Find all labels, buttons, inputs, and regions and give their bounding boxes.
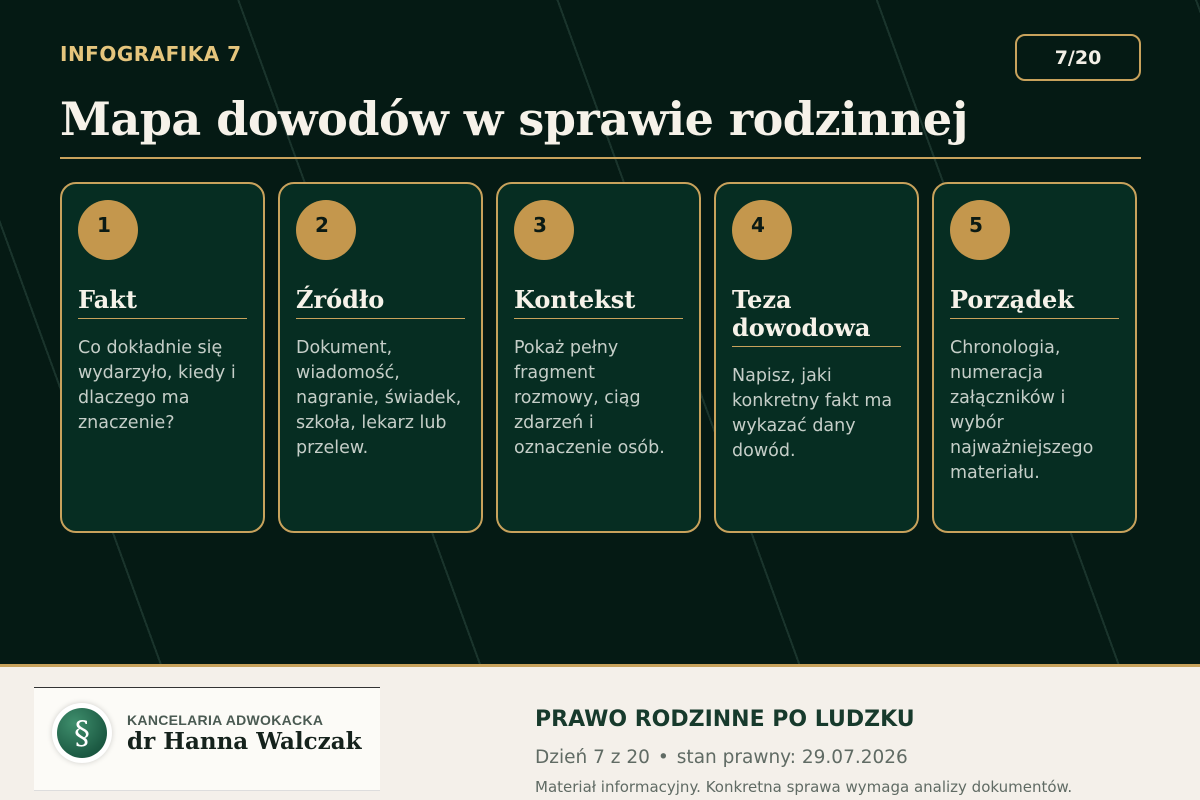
legal-state-date: stan prawny: 29.07.2026 (676, 747, 908, 768)
step-title: Kontekst (514, 286, 683, 319)
step-description: Pokaż pełny fragment rozmowy, ciąg zdarzeń i oznaczenie osób. (514, 338, 665, 458)
step-title: Fakt (78, 286, 247, 319)
page-title: Mapa dowodów w sprawie rodzinnej (60, 92, 968, 146)
page-counter-badge: 7/20 (1015, 34, 1141, 81)
step-card-3 (496, 182, 701, 533)
series-meta (535, 747, 908, 768)
step-card-2 (278, 182, 483, 533)
logo-emblem (52, 703, 112, 763)
title-divider (60, 157, 1141, 159)
step-number-badge: 5 (950, 200, 1010, 260)
day-indicator: Dzień 7 z 20 (535, 747, 650, 768)
step-title: Źródło (296, 286, 465, 319)
step-description: Co dokładnie się wydarzyło, kiedy i dlaczego ma znaczenie? (78, 338, 236, 433)
step-number-badge: 2 (296, 200, 356, 260)
step-card-4 (714, 182, 919, 533)
meta-separator: • (657, 747, 669, 768)
step-number-badge: 4 (732, 200, 792, 260)
step-title: Teza dowodowa (732, 286, 901, 347)
step-title: Porządek (950, 286, 1119, 319)
step-description: Dokument, wiadomość, nagranie, świadek, szkoła, lekarz lub przelew. (296, 338, 462, 458)
step-description: Chronologia, numeracja załączników i wybór najważniejszego materiału. (950, 338, 1094, 483)
step-card-1 (60, 182, 265, 533)
section-sign-icon: § (57, 708, 107, 758)
step-description: Napisz, jaki konkretny fakt ma wykazać dany dowód. (732, 366, 893, 461)
footer (0, 664, 1200, 800)
disclaimer-note: Materiał informacyjny. Konkretna sprawa wymaga analizy dokumentów. (535, 778, 1073, 796)
law-firm-logo (34, 687, 380, 791)
step-number-badge: 3 (514, 200, 574, 260)
logo-firm-type: KANCELARIA ADWOKACKA (127, 712, 324, 728)
evidence-steps (60, 182, 1140, 533)
infographic-label: INFOGRAFIKA 7 (60, 42, 242, 66)
logo-lawyer-name: dr Hanna Walczak (127, 728, 362, 755)
series-title: PRAWO RODZINNE PO LUDZKU (535, 707, 915, 732)
step-number-badge: 1 (78, 200, 138, 260)
step-card-5 (932, 182, 1137, 533)
